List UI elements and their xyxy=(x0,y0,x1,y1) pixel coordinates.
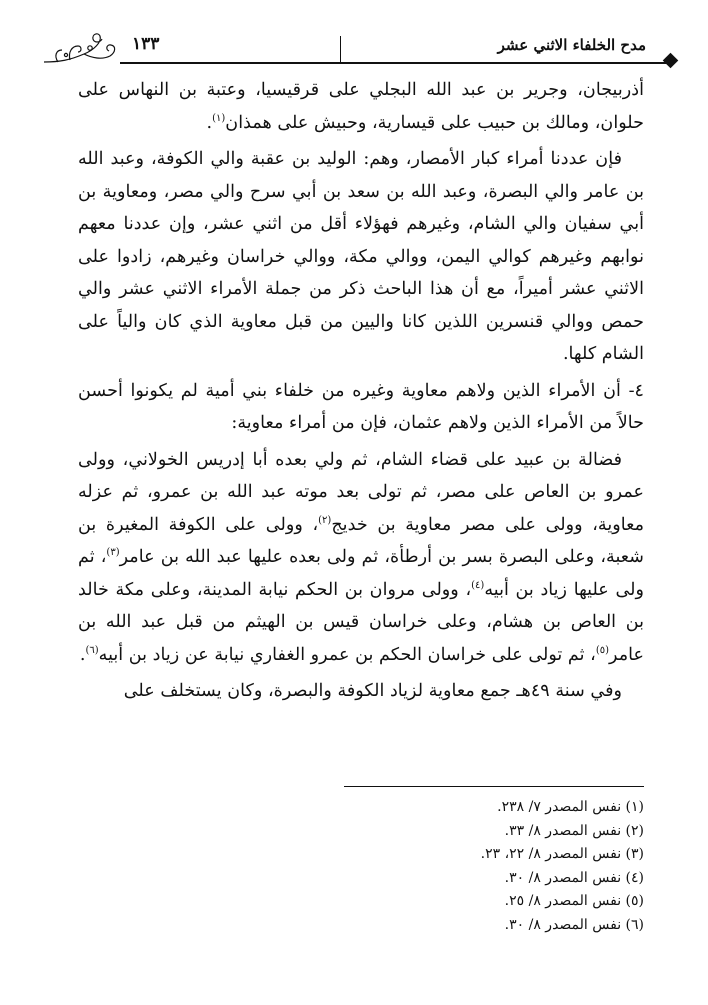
running-title: مدح الخلفاء الاثني عشر xyxy=(497,36,646,54)
paragraph-3 xyxy=(78,375,644,440)
footnote-separator xyxy=(344,786,644,787)
diamond-ornament-icon xyxy=(663,53,679,69)
paragraph-text: ، وولى على الكوفة المغيرة بن شعبة، وعلى البصرة بسر بن أرطأة، ثم ولى بعده عليها عبد الله بن عامر xyxy=(78,514,644,567)
paragraph-text: فإن عددنا أمراء كبار الأمصار، وهم: الوليد بن عقبة والي الكوفة، وعبد الله بن عامر والي البصرة، وعبد الله بن سعد بن أبي سرح والي مصر، ومعاوية بن أبي سفيان والي الشام، وغيرهم فهؤلاء أقل من اثني عشر، وإن عددنا معهم نوابهم وغيرهم كوالي اليمن، ووالي مكة، ووالي خراسان وغيرهم، زادوا على الاثني عشر أميراً، مع أن هذا الباحث ذكر من جملة الأمراء الاثني عشر والي حمص ووالي قنسرين اللذين كانا واليين من قبل معاوية الذي كان والياً على الشام كلها. xyxy=(78,149,644,364)
paragraph-4 xyxy=(78,444,644,672)
footnote: (٤) نفس المصدر ٨/ ٣٠. xyxy=(504,869,644,886)
page-header xyxy=(40,30,668,70)
paragraph-1 xyxy=(78,74,644,139)
footnote-ref: (٤) xyxy=(471,579,485,591)
paragraph-text: وفي سنة ٤٩هـ جمع معاوية لزياد الكوفة والبصرة، وكان يستخلف على xyxy=(123,681,622,701)
paragraph-text: ، ثم تولى على خراسان الحكم بن عمرو الغفاري نيابة عن زياد بن أبيه xyxy=(98,644,596,665)
footnote-ref: (٥) xyxy=(595,644,609,656)
floral-ornament-icon xyxy=(40,30,124,70)
footnotes xyxy=(244,796,644,937)
paragraph-text: فضالة بن عبيد على قضاء الشام، ثم ولي بعده أبا إدريس الخولاني، وولى عمرو بن العاص على مصر، ثم تولى بعد موته عبد الله بن عمرو، ثم عزله معاوية، وولى على مصر معاوية بن خديج xyxy=(78,449,644,535)
footnote-ref: (٣) xyxy=(106,547,120,559)
paragraph-2 xyxy=(78,143,644,371)
paragraph-text: أذربيجان، وجرير بن عبد الله البجلي على قرقيسيا، وعتبة بن النهاس على حلوان، ومالك بن حبيب على قيسارية، وحبيش على همذان xyxy=(78,80,644,133)
footnote: (٣) نفس المصدر ٨/ ٢٢، ٢٣. xyxy=(480,846,644,862)
footnote: (٢) نفس المصدر ٨/ ٣٣. xyxy=(504,822,644,839)
paragraph-text: ، وولى مروان بن الحكم نيابة المدينة، وعلى مكة خالد بن العاص بن هشام، وعلى خراسان قيس بن الهيثم من قبل عبد الله بن عامر xyxy=(78,579,644,665)
paragraph-text: ٤- أن الأمراء الذين ولاهم معاوية وغيره من خلفاء بني أمية لم يكونوا أحسن حالاً من الأمراء الذين ولاهم عثمان، فإن من أمراء معاوية: xyxy=(78,380,644,433)
footnote-ref: (٢) xyxy=(318,514,332,526)
footnote: (١) نفس المصدر ٧/ ٢٣٨. xyxy=(497,799,644,815)
footnote-ref: (١) xyxy=(212,112,226,124)
paragraph-5 xyxy=(78,675,644,708)
main-text xyxy=(78,74,644,708)
paragraph-text: . xyxy=(206,112,213,133)
footnote: (٥) نفس المصدر ٨/ ٢٥. xyxy=(504,893,644,909)
header-rule xyxy=(120,62,668,64)
footnote-ref: (٦) xyxy=(85,644,99,656)
page-number: ١٣٣ xyxy=(132,34,160,54)
footnote: (٦) نفس المصدر ٨/ ٣٠. xyxy=(504,916,644,933)
paragraph-text: ، ثم ولى عليها زياد بن أبيه xyxy=(78,547,644,600)
paragraph-text: . xyxy=(79,644,86,665)
header-divider xyxy=(340,36,341,62)
